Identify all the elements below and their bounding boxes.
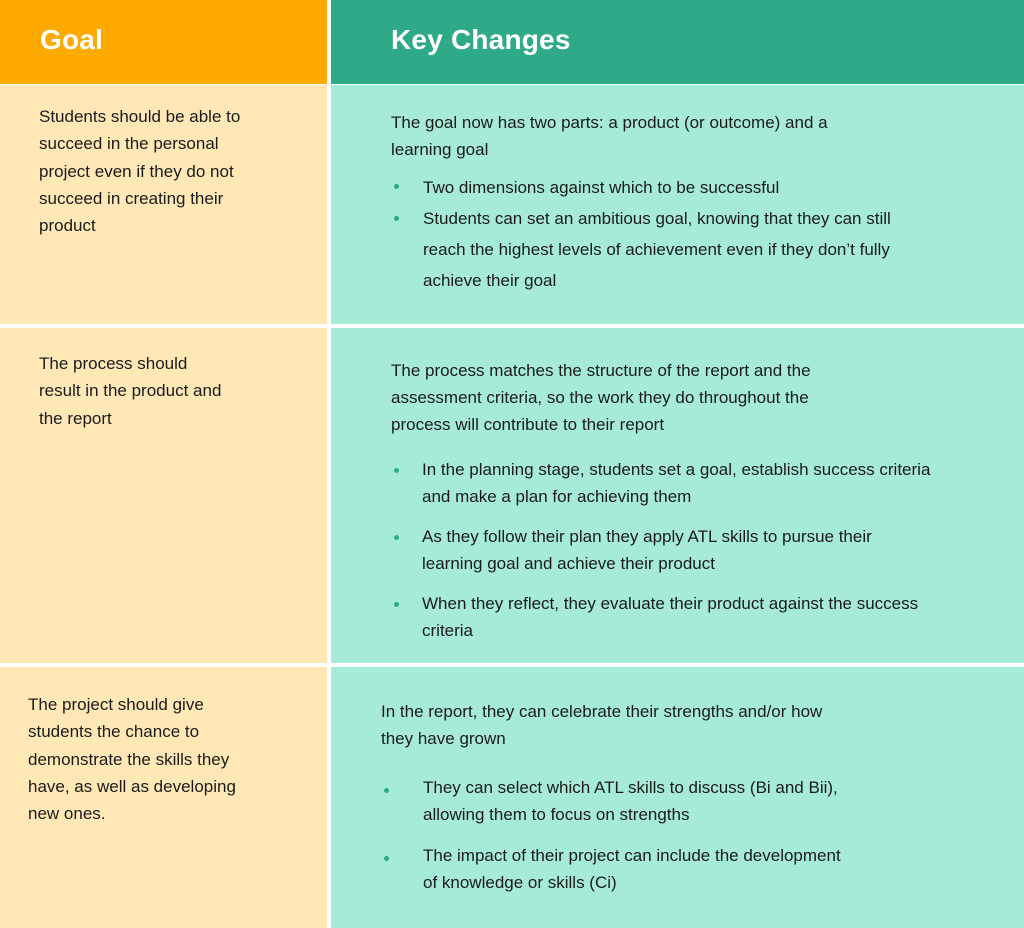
row-1-bullet-1: Two dimensions against which to be successful xyxy=(423,178,780,197)
row-2-bullet-2: As they follow their plan they apply ATL skills to pursue their learning goal and achieve their product xyxy=(422,527,872,574)
row-3-bullet-1: They can select which ATL skills to discuss (Bi and Bii), allowing them to focus on strengths xyxy=(423,778,838,825)
bullet-icon xyxy=(394,184,399,189)
goal-header-cell xyxy=(0,0,327,84)
goal-header-label: Goal xyxy=(40,24,104,55)
row-1-goal-cell xyxy=(0,85,327,324)
row-1-goal-text: Students should be able to succeed in the personal project even if they do not succeed in creating their product xyxy=(39,107,241,236)
bullet-icon xyxy=(384,788,389,793)
key-changes-header-cell xyxy=(331,0,1024,84)
row-2-goal-cell xyxy=(0,328,327,663)
row-2-key-changes-cell xyxy=(331,328,1024,663)
bullet-icon xyxy=(394,602,399,607)
row-2-goal-text: The process should result in the product and the report xyxy=(39,354,222,428)
bullet-icon xyxy=(394,216,399,221)
row-3-goal-cell xyxy=(0,667,327,928)
row-2-bullet-1: In the planning stage, students set a goal, establish success criteria and make a plan for achieving them xyxy=(422,460,931,507)
bullet-icon xyxy=(384,856,389,861)
row-3-goal-text: The project should give students the chance to demonstrate the skills they have, as well as developing new ones. xyxy=(28,695,236,824)
row-3-intro: In the report, they can celebrate their strengths and/or how they have grown xyxy=(381,702,823,748)
row-3-key-changes-cell xyxy=(331,667,1024,928)
bullet-icon xyxy=(394,535,399,540)
row-2-bullet-3: When they reflect, they evaluate their product against the success criteria xyxy=(422,594,919,641)
row-2-intro: The process matches the structure of the report and the assessment criteria, so the work they do throughout the process will contribute to their report xyxy=(391,361,811,434)
key-changes-header-label: Key Changes xyxy=(391,24,571,55)
row-3-bullet-2: The impact of their project can include the development of knowledge or skills (Ci) xyxy=(423,846,841,893)
row-1-key-changes-cell xyxy=(331,85,1024,324)
row-1-intro: The goal now has two parts: a product (or outcome) and a learning goal xyxy=(391,113,828,159)
bullet-icon xyxy=(394,468,399,473)
row-1-bullet-2: Students can set an ambitious goal, knowing that they can still reach the highest levels of achievement even if they don’t fully achieve their goal xyxy=(423,209,891,290)
